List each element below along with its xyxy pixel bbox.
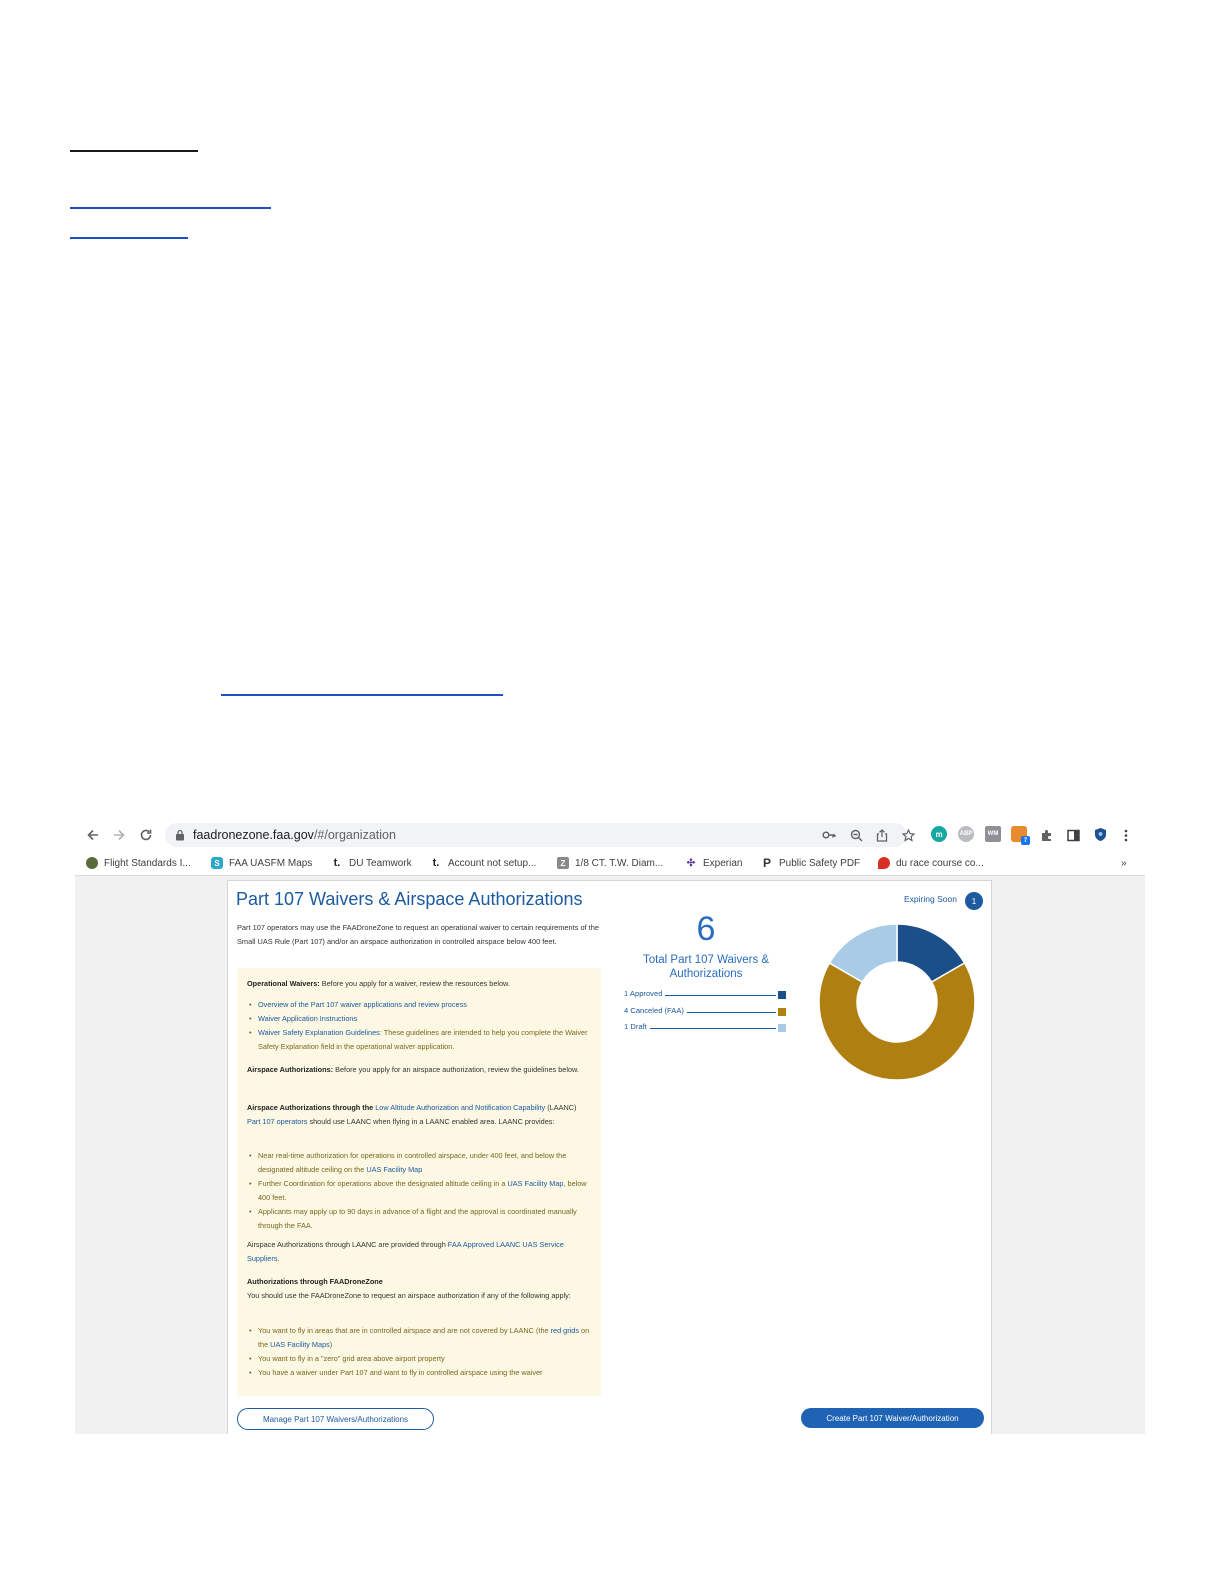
back-button[interactable]: [83, 825, 103, 845]
url-host: faadronezone.faa.gov: [193, 828, 314, 842]
legend-swatch: [778, 1008, 786, 1016]
intro-text: Part 107 operators may use the FAADroneZone to request an operational waiver to certain requirements of the Small UAS Rule (Part 107) and/or an airspace authorization in controlled airspace below 400 feet.: [237, 923, 599, 946]
redacted-link-underline[interactable]: [70, 237, 188, 239]
dronezone-paragraph: [247, 1275, 592, 1303]
expiring-count-badge[interactable]: 1: [965, 892, 983, 910]
dronezone-heading: Authorizations through FAADroneZone: [247, 1277, 383, 1286]
list-item: [247, 1012, 592, 1026]
list-item-text: You want to fly in a "zero" grid area above airport property: [258, 1354, 445, 1363]
legend-swatch: [778, 1024, 786, 1032]
legend-swatch: [778, 991, 786, 999]
back-arrow-icon: [86, 828, 100, 842]
bookmark-item[interactable]: [761, 856, 860, 870]
dashboard-card: [227, 880, 992, 1434]
menu-kebab-icon[interactable]: [1118, 827, 1134, 843]
list-item: [247, 1177, 592, 1205]
extension-m-icon[interactable]: m: [931, 826, 947, 842]
expiring-soon-link[interactable]: Expiring Soon: [904, 894, 957, 904]
dronezone-list: [247, 1324, 592, 1380]
waiver-safety-guidelines-link[interactable]: Waiver Safety Explanation Guidelines: [258, 1028, 380, 1037]
extension-badge: 7: [1021, 836, 1030, 845]
laanc-heading-pre: Airspace Authorizations through the: [247, 1103, 376, 1112]
redacted-link-underline[interactable]: [221, 694, 503, 696]
airspace-paragraph: [247, 1063, 592, 1077]
airspace-text: Before you apply for an airspace authorization, review the guidelines below.: [333, 1065, 579, 1074]
bookmark-item[interactable]: [878, 856, 984, 870]
browser-screenshot: [75, 820, 1145, 1434]
url-text: [193, 828, 396, 842]
teamwork-icon: t.: [432, 857, 440, 869]
list-item-text: , below 400 feet.: [258, 1179, 587, 1202]
map-icon: S: [211, 857, 223, 869]
url-path: /#/organization: [313, 828, 396, 842]
bookmark-item[interactable]: [331, 856, 412, 870]
laanc-service-suppliers-link[interactable]: FAA Approved LAANC UAS Service Suppliers: [247, 1240, 564, 1263]
laanc-paragraph: [247, 1101, 592, 1129]
legend-label: 1 Approved: [624, 989, 665, 998]
laanc-heading-post: (LAANC): [545, 1103, 577, 1112]
list-item-text: You have a waiver under Part 107 and want to fly in controlled airspace using the waiver: [258, 1368, 543, 1377]
bookmark-label: DU Teamwork: [349, 857, 412, 869]
bookmark-label: Account not setup...: [448, 857, 537, 869]
laanc-provided-paragraph: [247, 1238, 592, 1266]
zoom-icon[interactable]: [848, 827, 864, 843]
bookmark-label: 1/8 CT. T.W. Diam...: [575, 857, 664, 869]
bookmark-item[interactable]: [211, 856, 312, 870]
waiver-instructions-link[interactable]: Waiver Application Instructions: [258, 1014, 358, 1023]
profile-shield-icon[interactable]: [1092, 826, 1108, 842]
bookmarks-bar: [75, 850, 1145, 876]
legend-label: 4 Canceled (FAA): [624, 1006, 687, 1015]
bookmark-label: Flight Standards I...: [104, 857, 191, 869]
page-title: Part 107 Waivers & Airspace Authorizations: [236, 889, 583, 909]
airspace-heading: Airspace Authorizations:: [247, 1065, 334, 1074]
list-item: [247, 1352, 592, 1366]
list-item: [247, 1026, 592, 1054]
bookmark-item[interactable]: [86, 856, 191, 870]
laanc-provided-post: .: [277, 1254, 280, 1263]
legend-label: 1 Draft: [624, 1022, 650, 1031]
dronezone-text: You should use the FAADroneZone to request an airspace authorization if any of the following apply:: [247, 1291, 571, 1300]
extensions-puzzle-icon[interactable]: [1038, 827, 1054, 843]
side-panel-icon[interactable]: [1065, 827, 1081, 843]
bookmark-label: Public Safety PDF: [779, 857, 861, 869]
faa-seal-icon: [86, 857, 98, 869]
total-label: Total Part 107 Waivers & Authorizations: [642, 954, 770, 980]
forward-arrow-icon: [112, 828, 126, 842]
browser-toolbar: [75, 820, 1145, 850]
bookmark-item[interactable]: [430, 856, 536, 870]
total-count: 6: [696, 910, 716, 948]
waivers-text: Before you apply for a waiver, review the resources below.: [319, 979, 510, 988]
status-donut-chart: [819, 924, 975, 1080]
bookmark-label: FAA UASFM Maps: [229, 857, 313, 869]
list-item-text: on the: [258, 1326, 590, 1349]
extension-wm-icon[interactable]: WM: [985, 826, 1001, 842]
laanc-sub-text: should use LAANC when flying in a LAANC enabled area. LAANC provides:: [307, 1117, 555, 1126]
list-item-text: Further Coordination for operations above the designated altitude ceiling in a: [258, 1179, 508, 1188]
waivers-paragraph: [247, 977, 592, 991]
experian-icon: ✣: [686, 857, 696, 869]
legend-entry[interactable]: [624, 989, 790, 1001]
create-waiver-button[interactable]: Create Part 107 Waiver/Authorization: [801, 1408, 984, 1428]
info-panel: [237, 968, 601, 1396]
bookmark-star-icon[interactable]: [900, 827, 916, 843]
list-item-text: Near real-time authorization for operations in controlled airspace, under 400 feet, and below the designated altitude ceiling on the: [258, 1151, 567, 1174]
redacted-link-underline[interactable]: [70, 207, 271, 209]
laanc-provided-text: Airspace Authorizations through LAANC are provided through: [247, 1240, 448, 1249]
waiver-overview-link[interactable]: Overview of the Part 107 waiver applications and review process: [258, 1000, 467, 1009]
bookmark-item[interactable]: [685, 856, 742, 870]
bookmarks-overflow-button[interactable]: »: [1121, 857, 1127, 869]
list-item: [247, 1205, 592, 1233]
legend-entry[interactable]: [624, 1006, 790, 1018]
z-icon: Z: [557, 857, 569, 869]
reload-icon: [139, 828, 153, 842]
list-item: [247, 1366, 592, 1380]
address-bar[interactable]: [165, 823, 907, 847]
list-item: [247, 1149, 592, 1177]
pdf-icon: [878, 857, 890, 869]
laanc-link[interactable]: Low Altitude Authorization and Notification Capability: [375, 1103, 546, 1112]
list-item-text: ): [329, 1340, 333, 1349]
list-item: [247, 998, 592, 1012]
forward-button[interactable]: [109, 825, 129, 845]
red-grids-link[interactable]: red grids: [550, 1326, 579, 1335]
key-icon[interactable]: [821, 827, 837, 843]
list-item-text: : These guidelines are intended to help you complete the Waiver Safety Explanation field in the operational waiver application.: [258, 1028, 588, 1051]
waivers-list: [247, 998, 592, 1054]
reload-button[interactable]: [136, 825, 156, 845]
list-item: [247, 1324, 592, 1352]
bookmark-label: Experian: [703, 857, 743, 869]
waivers-heading: Operational Waivers:: [247, 979, 320, 988]
manage-waivers-button[interactable]: Manage Part 107 Waivers/Authorizations: [237, 1408, 434, 1430]
list-item-text: You want to fly in areas that are in controlled airspace and are not covered by LAANC (the: [258, 1326, 551, 1335]
laanc-list: [247, 1149, 592, 1233]
bookmark-label: du race course co...: [896, 857, 984, 869]
redacted-heading-rule: [70, 150, 198, 152]
teamwork-icon: t.: [333, 857, 341, 869]
uas-facility-map-link[interactable]: UAS Facility Map: [507, 1179, 564, 1188]
list-item-text: Applicants may apply up to 90 days in advance of a flight and the approval is coordinated manually through the FAA.: [258, 1207, 577, 1230]
share-icon[interactable]: [874, 827, 890, 843]
uas-facility-maps-link[interactable]: UAS Facility Maps: [270, 1340, 330, 1349]
bookmark-item[interactable]: [557, 856, 663, 870]
donut-slice-canceled-faa[interactable]: [819, 963, 975, 1080]
extension-abp-icon[interactable]: ABP: [958, 826, 974, 842]
legend-entry[interactable]: [624, 1022, 790, 1034]
part107-operators-link[interactable]: Part 107 operators: [247, 1117, 308, 1126]
lock-icon: [175, 829, 185, 841]
uas-facility-map-link[interactable]: UAS Facility Map: [366, 1165, 423, 1174]
p-icon: P: [762, 856, 771, 870]
